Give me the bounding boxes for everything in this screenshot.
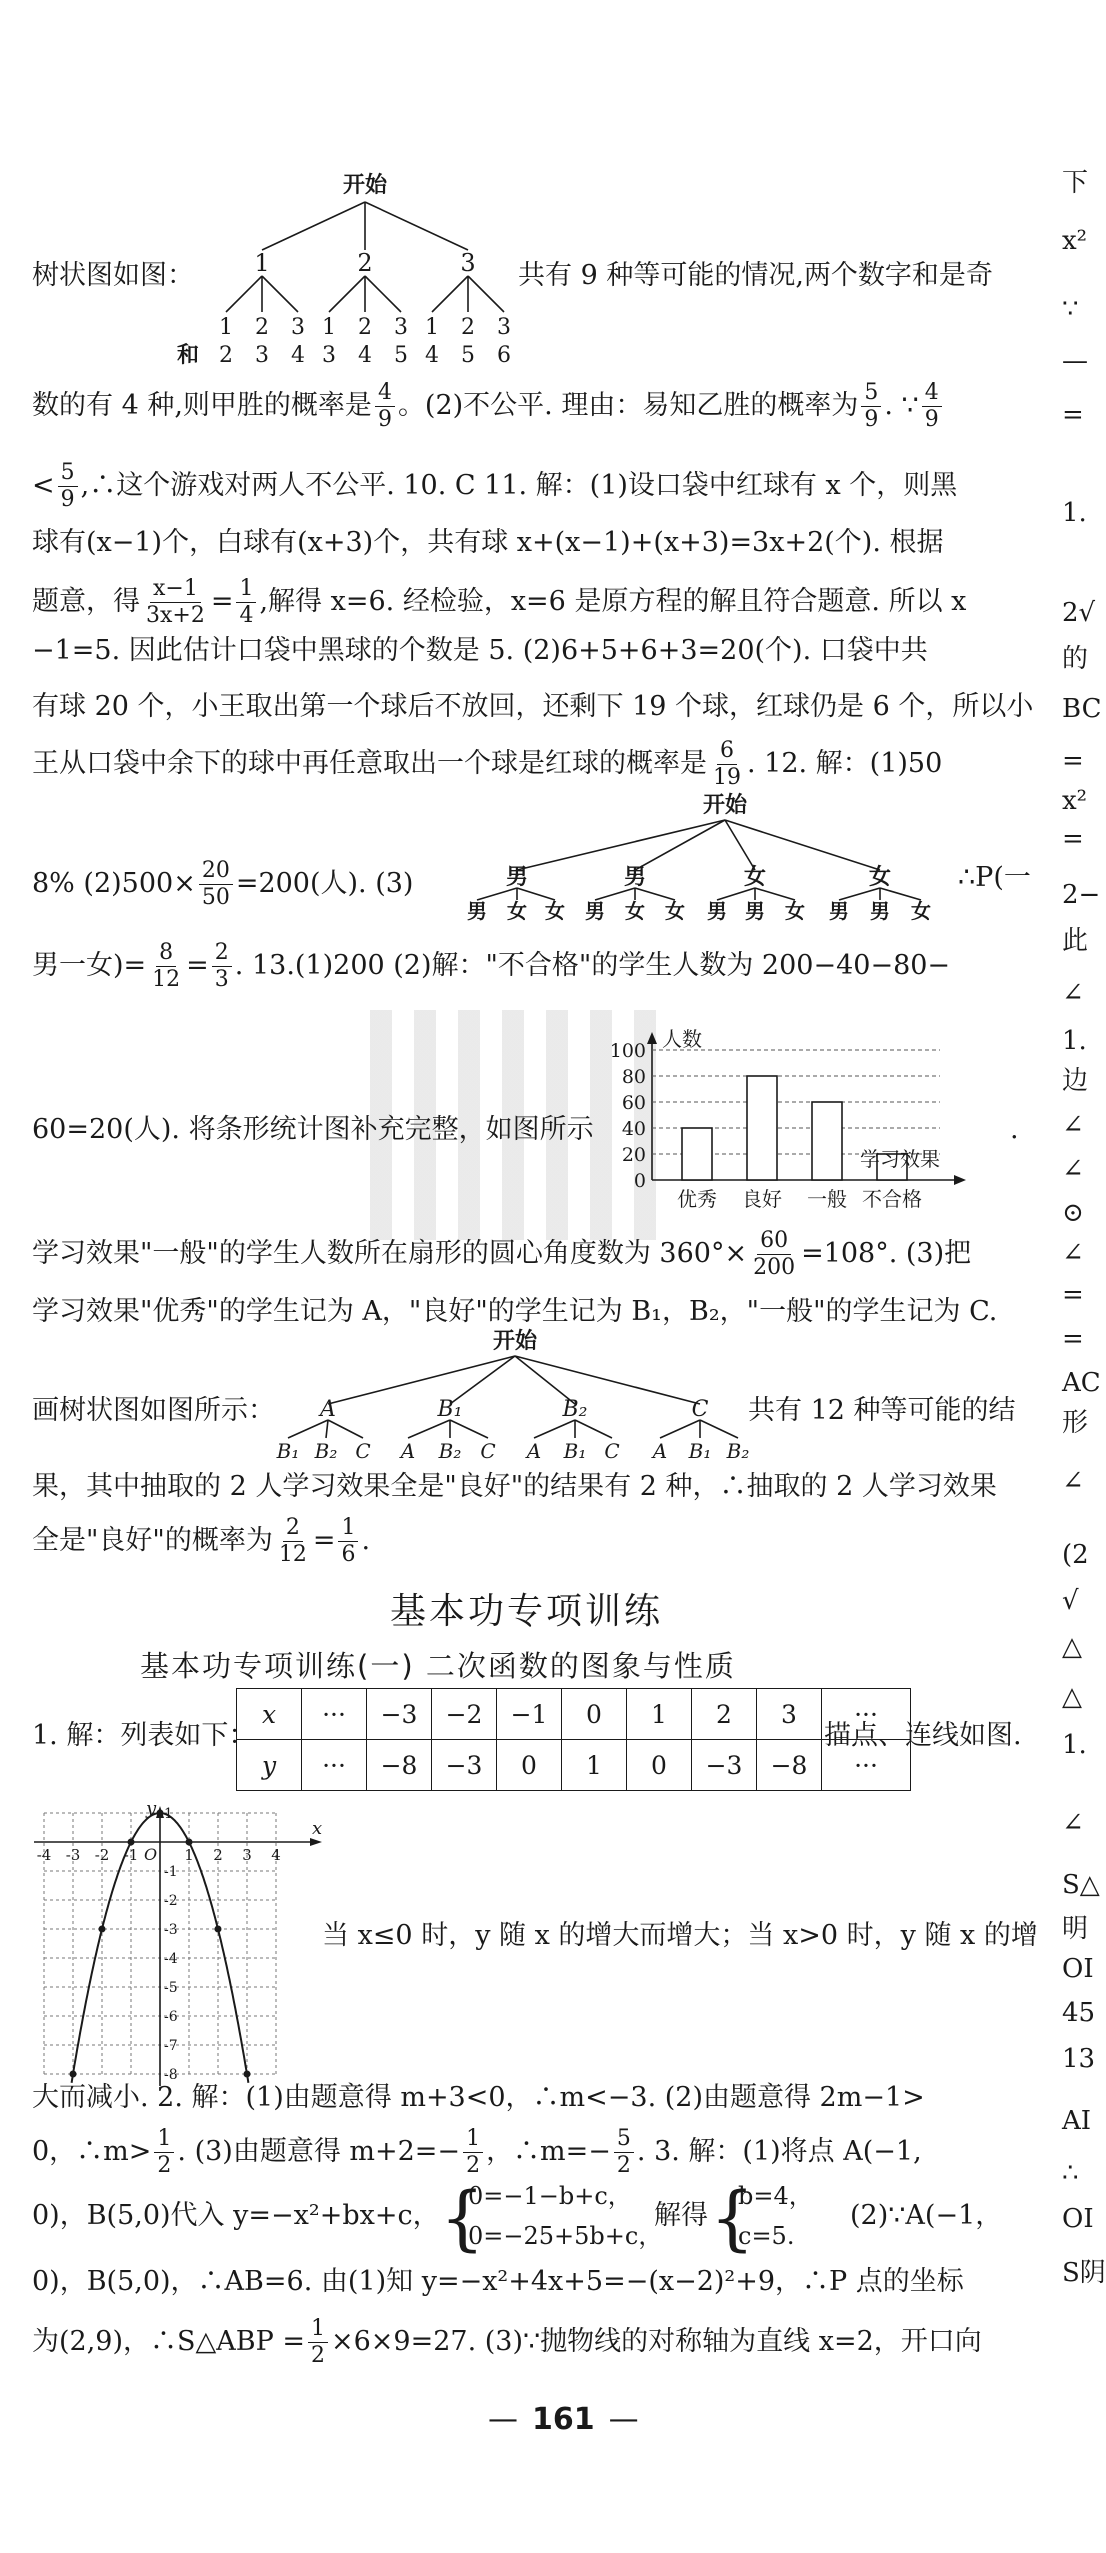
x-axis-label: 学习效果 — [860, 1147, 940, 1171]
table-cell: −3 — [367, 1689, 432, 1740]
text-span: . (3)由题意得 m+2=− — [177, 2136, 461, 2167]
next-column-fragment: OI — [1062, 2204, 1094, 2234]
y-tick-label: -3 — [164, 1922, 178, 1938]
tree1-sum: 6 — [497, 343, 511, 368]
next-column-fragment: 此 — [1062, 926, 1089, 956]
text-span: . ∵ — [884, 390, 919, 421]
next-column-fragment: ∴ — [1062, 2158, 1079, 2188]
tree1-leaf: 2 — [358, 315, 372, 340]
text-span: = — [210, 586, 234, 617]
system-brace-1: { — [440, 2177, 485, 2259]
text-span: . 3. 解：(1)将点 A(−1, — [636, 2136, 922, 2167]
text-line: b=4， — [738, 2182, 813, 2210]
tree-diagram-sums — [176, 170, 520, 370]
tree2-root: 开始 — [702, 792, 748, 818]
table-cell: −2 — [432, 1689, 497, 1740]
text-line: 大而减小. 2. 解：(1)由题意得 m+3<0，∴m<−3. (2)由题意得 2m−1> — [32, 2082, 925, 2113]
bar — [812, 1102, 842, 1180]
tree1-sum: 2 — [219, 343, 233, 368]
text-line — [32, 1228, 971, 1281]
next-column-fragment: 下 — [1062, 168, 1089, 198]
tree1-sum: 4 — [425, 343, 439, 368]
text-span: 数的有 4 种,则甲胜的概率是 — [32, 390, 372, 421]
next-column-fragment: S△ — [1062, 1870, 1100, 1900]
tree1-leaf: 3 — [291, 315, 305, 340]
text-span: . 13.(1)200 (2)解："不合格"的学生人数为 200−40−80− — [234, 950, 951, 981]
y-tick-label: 100 — [609, 1040, 646, 1062]
next-column-fragment: △ — [1062, 1682, 1082, 1712]
text-line: 0)，B(5,0)代入 y=−x²+bx+c， — [32, 2200, 440, 2231]
next-column-fragment: 2√ — [1062, 598, 1096, 628]
tree2-leaf: 女 — [625, 899, 645, 923]
dash: — — [608, 2402, 639, 2437]
x-tick-label: -3 — [65, 1846, 81, 1864]
bar-chart — [570, 1027, 990, 1211]
text-line: 当 x≤0 时，y 随 x 的增大而增大；当 x>0 时，y 随 x 的增 — [322, 1920, 1038, 1951]
tree1-sum: 3 — [255, 343, 269, 368]
table-cell: 0 — [627, 1740, 692, 1791]
x-tick-label: 优秀 — [677, 1187, 717, 1211]
tree1-leaf: 1 — [219, 315, 233, 340]
tree1-sum: 4 — [358, 343, 372, 368]
tree3-leaf: C — [480, 1439, 496, 1463]
text-span: ×6×9=27. (3)∵抛物线的对称轴为直线 x=2，开口向 — [330, 2326, 982, 2357]
table-cell: −8 — [367, 1740, 432, 1791]
text-line: −1=5. 因此估计口袋中黑球的个数是 5. (2)6+5+6+3=20(个). 口袋中共 — [32, 635, 928, 666]
fraction: $\frac{2}{3}$ — [212, 940, 232, 993]
text-span: 0，∴m> — [32, 2136, 152, 2167]
x-tick-label: -4 — [36, 1846, 52, 1864]
y-tick-label: 20 — [621, 1144, 646, 1166]
tree2-leaf: 男 — [585, 899, 605, 923]
text-line — [32, 1515, 370, 1568]
text-line: 60=20(人). 将条形统计图补充完整，如图所示 — [32, 1114, 594, 1145]
x-tick-label: 1 — [184, 1846, 194, 1864]
next-column-fragment: x² — [1062, 786, 1088, 816]
next-column-fragment: — — [1062, 346, 1088, 376]
tree2-leaf: 男 — [870, 899, 890, 923]
next-column-fragment: 形 — [1062, 1408, 1089, 1438]
y-tick-label: -8 — [164, 2067, 178, 2083]
text-span: ,解得 x=6. 经检验，x=6 是原方程的解且符合题意. 所以 x — [259, 586, 967, 617]
tree2-leaf: 男 — [829, 899, 849, 923]
plotted-point — [128, 1839, 135, 1846]
tree3-leaf: B₂ — [726, 1439, 750, 1463]
next-column-fragment: 1. — [1062, 1026, 1087, 1056]
y-tick-label: 0 — [633, 1170, 646, 1192]
tree2-node: 男 — [623, 864, 647, 890]
text-line: 树状图如图： — [32, 260, 194, 291]
table-row — [237, 1740, 911, 1791]
page-number — [488, 2402, 639, 2437]
text-line — [32, 576, 966, 629]
next-column-fragment: △ — [1062, 1632, 1082, 1662]
next-column-fragment: 1. — [1062, 1730, 1087, 1760]
tree3-leaf: A — [400, 1439, 416, 1463]
y-tick-label: -2 — [164, 1893, 178, 1909]
table-cell: ··· — [302, 1689, 367, 1740]
text-span: . — [361, 1525, 371, 1556]
text-line — [32, 738, 942, 791]
next-column-fragment: ∠ — [1062, 1466, 1084, 1496]
fraction: $\frac{5}{9}$ — [861, 380, 881, 433]
tree1-leaf: 1 — [425, 315, 439, 340]
tree2-node: 女 — [743, 864, 767, 890]
text-line: 0)，B(5,0)，∴AB=6. 由(1)知 y=−x²+4x+5=−(x−2)²+9，∴P 点的坐标 — [32, 2266, 964, 2297]
plotted-point — [70, 2071, 77, 2078]
y-axis-label: y — [146, 1798, 157, 1819]
table-cell: y — [237, 1740, 302, 1791]
tree3-leaf: A — [526, 1439, 542, 1463]
plotted-point — [186, 1839, 193, 1846]
text-line — [32, 858, 413, 911]
x-tick-label: 一般 — [807, 1187, 847, 1211]
next-column-fragment: S阴 — [1062, 2258, 1106, 2288]
x-tick-label: -2 — [94, 1846, 110, 1864]
tree1-node: 1 — [254, 249, 270, 277]
table-cell: ··· — [822, 1740, 911, 1791]
y-axis-label: 人数 — [662, 1027, 702, 1051]
next-column-fragment: = — [1062, 824, 1084, 854]
text-line: 描点、连线如图. — [824, 1720, 1022, 1751]
table-cell: −3 — [432, 1740, 497, 1791]
tree1-leaf: 3 — [394, 315, 408, 340]
next-column-fragment: = — [1062, 400, 1084, 430]
tree2-node: 男 — [505, 864, 529, 890]
fraction: $\frac{5}{9}$ — [58, 460, 78, 513]
tree2-leaf: 男 — [745, 899, 765, 923]
tree1-sum: 5 — [461, 343, 475, 368]
text-line: ∴P(一 — [958, 862, 1031, 893]
next-column-fragment: AI — [1062, 2106, 1092, 2136]
y-tick-label: -5 — [164, 1980, 178, 1996]
tree2-leaf: 男 — [707, 899, 727, 923]
fraction: $\frac{60}{200}$ — [753, 1228, 796, 1280]
text-span: 全是"良好"的概率为 — [32, 1525, 273, 1556]
y-tick-label: -6 — [164, 2009, 178, 2025]
tree2-node: 女 — [868, 864, 892, 890]
text-span: . 12. 解：(1)50 — [747, 748, 943, 779]
tree-diagram-gender — [455, 790, 950, 923]
origin-label: O — [144, 1845, 158, 1864]
table-cell: 1 — [562, 1740, 627, 1791]
next-column-fragment: ∵ — [1062, 294, 1079, 324]
next-column-fragment: 13 — [1062, 2044, 1096, 2074]
bar — [747, 1076, 777, 1180]
plotted-point — [157, 1810, 164, 1817]
parabola-graph — [30, 1800, 330, 2085]
tree2-leaf: 女 — [545, 899, 565, 923]
table-cell: x — [237, 1689, 302, 1740]
table-cell: 1 — [627, 1689, 692, 1740]
fraction: $\frac{2}{12}$ — [278, 1515, 307, 1567]
tree1-sum: 5 — [394, 343, 408, 368]
tree1-node: 3 — [460, 249, 476, 277]
y-tick-label: 1 — [164, 1806, 173, 1822]
text-line — [32, 2316, 982, 2369]
tree3-leaf: A — [652, 1439, 668, 1463]
tree3-leaf: B₂ — [314, 1439, 338, 1463]
next-column-fragment: (2 — [1062, 1540, 1089, 1570]
fraction: $\frac{1}{2}$ — [308, 2316, 328, 2369]
table-cell: −8 — [757, 1740, 822, 1791]
tree1-sum: 4 — [291, 343, 305, 368]
table-cell: ··· — [822, 1689, 911, 1740]
tree3-leaf: C — [604, 1439, 620, 1463]
x-axis-arrow — [954, 1175, 966, 1185]
text-line: 1. 解：列表如下： — [32, 1720, 256, 1751]
y-axis-arrow — [647, 1032, 657, 1044]
tree1-sum: 3 — [322, 343, 336, 368]
next-column-fragment: ∠ — [1062, 1808, 1084, 1838]
text-span: =200(人). (3) — [235, 868, 414, 899]
next-column-fragment: = — [1062, 1280, 1084, 1310]
y-tick-label: 60 — [621, 1092, 646, 1114]
next-column-fragment: 明 — [1062, 1914, 1089, 1944]
x-tick-label: -1 — [123, 1846, 139, 1864]
x-tick-label: 不合格 — [862, 1187, 922, 1211]
text-line — [32, 380, 945, 433]
tree3-node: B₁ — [437, 1397, 463, 1422]
tree2-leaf: 女 — [911, 899, 931, 923]
tree3-leaf: B₁ — [688, 1439, 712, 1463]
value-table — [236, 1688, 911, 1791]
tree3-leaf: B₂ — [438, 1439, 462, 1463]
text-line: 共有 9 种等可能的情况,两个数字和是奇 — [518, 260, 993, 291]
text-span: 男一女)= — [32, 950, 147, 981]
next-column-fragment: = — [1062, 746, 1084, 776]
tree3-leaf: C — [355, 1439, 371, 1463]
next-column-fragment: 边 — [1062, 1066, 1089, 1096]
text-span: 王从口袋中余下的球中再任意取出一个球是红球的概率是 — [32, 748, 707, 779]
dash: — — [488, 2402, 518, 2437]
tree1-sum-label: 和 — [176, 342, 200, 368]
section-heading: 基本功专项训练 — [390, 1591, 664, 1632]
subsection-heading: 基本功专项训练(一) 二次函数的图象与性质 — [140, 1649, 736, 1683]
plotted-point — [99, 1926, 106, 1933]
text-line: 学习效果"优秀"的学生记为 A，"良好"的学生记为 B₁，B₂，"一般"的学生记为 C. — [32, 1296, 998, 1327]
next-column-fragment: OI — [1062, 1954, 1094, 1984]
tree1-node: 2 — [357, 249, 373, 277]
next-column-fragment: ⊙ — [1062, 1198, 1084, 1228]
fraction: $\frac{4}{9}$ — [375, 380, 395, 433]
next-column-fragment: AC — [1062, 1368, 1101, 1398]
text-span: 题意，得 — [32, 586, 140, 617]
text-span: < — [32, 470, 55, 501]
tree3-node: B₂ — [562, 1397, 588, 1422]
tree1-leaf: 2 — [255, 315, 269, 340]
text-line: 画树状图如图所示： — [32, 1395, 275, 1426]
tree1-leaf: 1 — [322, 315, 336, 340]
text-span: ，∴m=− — [486, 2136, 611, 2167]
fraction: $\frac{x-1}{3x+2}$ — [146, 576, 205, 628]
next-column-fragment: ∠ — [1062, 1154, 1084, 1184]
text-span: ,∴这个游戏对两人不公平. 10. C 11. 解：(1)设口袋中红球有 x 个，则黑 — [80, 470, 958, 501]
text-line: 有球 20 个，小王取出第一个球后不放回，还剩下 19 个球，红球仍是 6 个，所以小 — [32, 691, 1034, 722]
tree1-leaf: 3 — [497, 315, 511, 340]
table-cell: −3 — [692, 1740, 757, 1791]
text-line: 果，其中抽取的 2 人学习效果全是"良好"的结果有 2 种，∴抽取的 2 人学习效果 — [32, 1471, 997, 1502]
text-span: 。(2)不公平. 理由：易知乙胜的概率为 — [397, 390, 859, 421]
text-span: = — [312, 1525, 336, 1556]
x-tick-label: 良好 — [742, 1187, 782, 1211]
tree2-leaf: 女 — [785, 899, 805, 923]
table-cell: 0 — [562, 1689, 627, 1740]
y-tick-label: -7 — [164, 2038, 178, 2054]
text-line: 球有(x−1)个，白球有(x+3)个，共有球 x+(x−1)+(x+3)=3x+2(个). 根据 — [32, 527, 944, 558]
y-tick-label: 40 — [621, 1118, 646, 1140]
table-cell: ··· — [302, 1740, 367, 1791]
text-line: (2)∵A(−1， — [850, 2200, 1003, 2231]
next-column-fragment: x² — [1062, 226, 1088, 256]
system-brace-2: { — [710, 2177, 755, 2259]
tree3-node: A — [320, 1397, 336, 1422]
page-number-text: 161 — [532, 2402, 595, 2437]
next-column-fragment: 45 — [1062, 1998, 1096, 2028]
x-axis-arrow — [310, 1838, 322, 1846]
table-cell: 3 — [757, 1689, 822, 1740]
fraction: $\frac{6}{19}$ — [713, 738, 741, 790]
next-column-fragment: ∠ — [1062, 1110, 1084, 1140]
text-line: 0=−1−b+c， — [468, 2182, 632, 2210]
tree2-leaf: 男 — [467, 899, 487, 923]
x-tick-label: 3 — [242, 1846, 252, 1864]
fraction: $\frac{1}{2}$ — [154, 2126, 174, 2179]
next-column-fragment: 2− — [1062, 880, 1101, 910]
tree3-root: 开始 — [492, 1328, 538, 1354]
text-line: 0=−25+5b+c， — [468, 2222, 663, 2250]
next-column-fragment: ∠ — [1062, 1238, 1084, 1268]
next-column-fragment: 1. — [1062, 498, 1087, 528]
tree3-node: C — [691, 1397, 709, 1422]
next-column-fragment: ∠ — [1062, 978, 1084, 1008]
next-column-fragment: 的 — [1062, 644, 1089, 674]
text-line — [32, 2126, 922, 2179]
table-cell: 0 — [497, 1740, 562, 1791]
fraction: $\frac{8}{12}$ — [152, 940, 181, 992]
text-span: 8% (2)500× — [32, 868, 196, 899]
fraction: $\frac{1}{6}$ — [338, 1515, 358, 1568]
tree1-leaf: 2 — [461, 315, 475, 340]
tree3-leaf: B₁ — [276, 1439, 300, 1463]
next-column-fragment: = — [1062, 1324, 1084, 1354]
fraction: $\frac{5}{2}$ — [614, 2126, 634, 2179]
x-axis-label: x — [312, 1818, 323, 1839]
next-column-edge — [1062, 165, 1106, 2515]
text-line: 解得 — [654, 2200, 708, 2231]
text-line: c=5. — [738, 2222, 795, 2250]
y-tick-label: 80 — [621, 1066, 646, 1088]
y-tick-label: -1 — [164, 1864, 178, 1880]
table-cell: −1 — [497, 1689, 562, 1740]
x-tick-label: 2 — [213, 1846, 223, 1864]
x-tick-label: 4 — [271, 1846, 281, 1864]
text-line — [32, 460, 957, 513]
y-tick-label: -4 — [164, 1951, 178, 1967]
text-line: . — [1010, 1114, 1019, 1145]
tree2-leaf: 女 — [507, 899, 527, 923]
fraction: $\frac{20}{50}$ — [199, 858, 233, 911]
text-span: = — [186, 950, 209, 981]
next-column-fragment: BC — [1062, 694, 1102, 724]
plotted-point — [215, 1926, 222, 1933]
text-line: 共有 12 种等可能的结 — [748, 1395, 1016, 1426]
tree3-leaf: B₁ — [563, 1439, 587, 1463]
plotted-point — [244, 2071, 251, 2078]
tree2-leaf: 女 — [665, 899, 685, 923]
tree1-root: 开始 — [342, 172, 388, 198]
fraction: $\frac{1}{4}$ — [236, 576, 256, 629]
fraction: $\frac{4}{9}$ — [922, 380, 942, 433]
text-span: 学习效果"一般"的学生人数所在扇形的圆心角度数为 360°× — [32, 1238, 748, 1269]
fraction: $\frac{1}{2}$ — [463, 2126, 483, 2179]
text-line — [32, 940, 950, 993]
text-span: 为(2,9)，∴S△ABP = — [32, 2326, 305, 2357]
table-row — [237, 1689, 911, 1740]
text-span: =108°. (3)把 — [801, 1238, 972, 1269]
tree-diagram-students — [260, 1326, 760, 1466]
table-cell: 2 — [692, 1689, 757, 1740]
next-column-fragment: √ — [1062, 1586, 1079, 1616]
bar — [682, 1128, 712, 1180]
